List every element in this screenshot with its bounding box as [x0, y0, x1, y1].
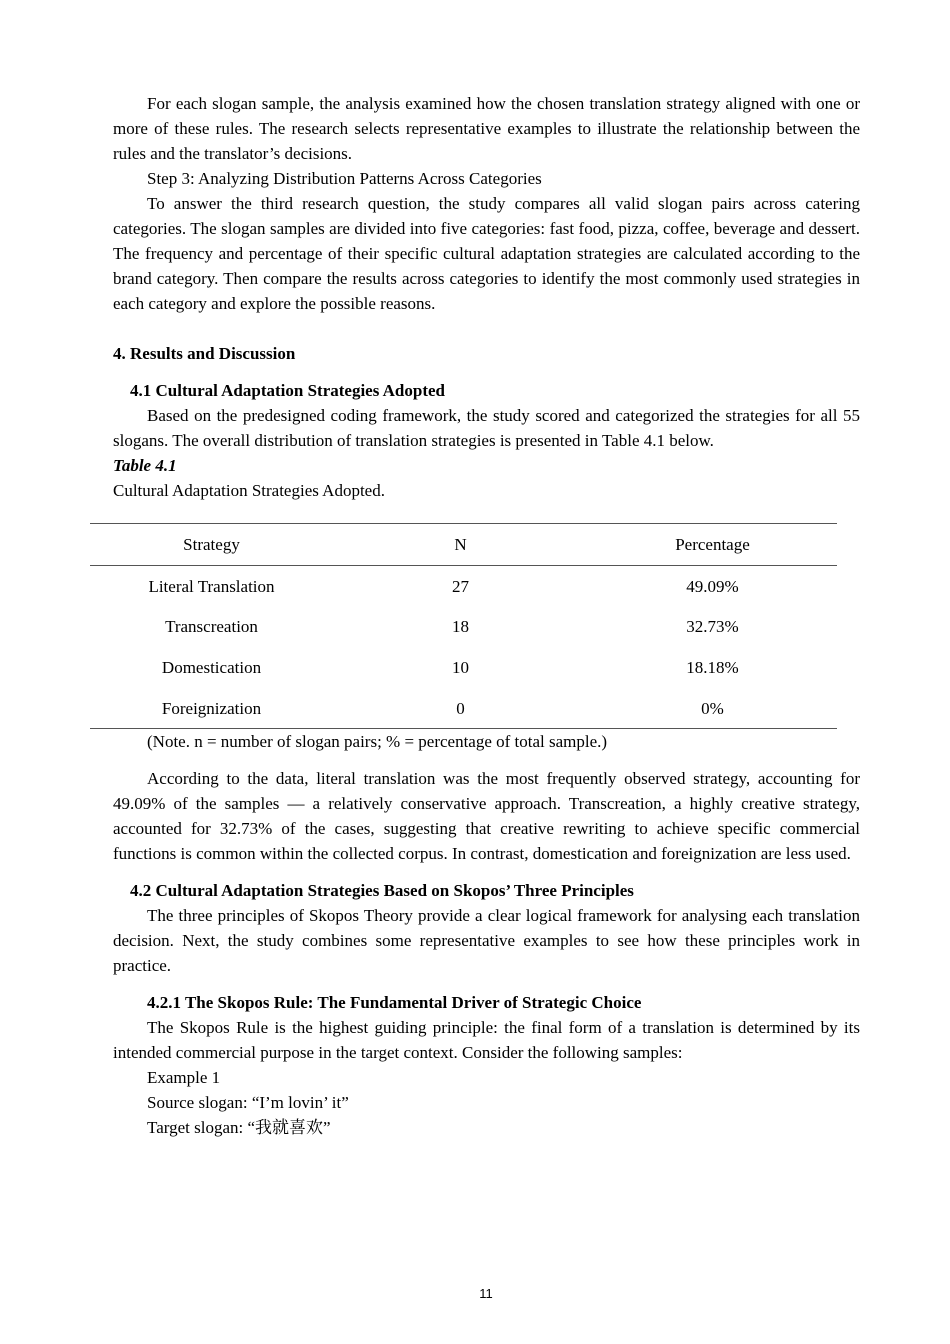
example-label: Example 1: [147, 1068, 221, 1087]
paragraph: Based on the predesigned coding framework, the study scored and categorized the strategies for all 55 slogans. The overall distribution of translation strategies is presented in Table 4.1 below.: [113, 406, 860, 450]
paragraph: To answer the third research question, the study compares all valid slogan pairs across catering categories. The slogan samples are divided into five categories: fast food, pizza, coffee, beverage and dessert. The frequency and percentage of their specific cultural adaptation strategies are calculated according to the brand category. Then compare the results across categories to identify the most commonly used strategies in each category and explore the possible reasons.: [113, 194, 860, 313]
table-header-cell: N: [454, 534, 467, 554]
table-title: Cultural Adaptation Strategies Adopted.: [113, 481, 385, 500]
section-heading: 4. Results and Discussion: [113, 344, 296, 363]
table-header-row: [90, 524, 837, 566]
table-cell: 32.73%: [686, 617, 739, 637]
subsection-heading: 4.1 Cultural Adaptation Strategies Adopted: [130, 381, 445, 400]
table-row: [90, 688, 837, 729]
paragraph: According to the data, literal translation was the most frequently observed strategy, accounting for 49.09% of the samples — a relatively conservative approach. Transcreation, a highly creative strategy, accounted for 32.73% of the cases, suggesting that creative rewriting to achieve specific commercial functions is common within the collected corpus. In contrast, domestication and foreignization are less used.: [113, 769, 860, 863]
source-slogan: Source slogan: “I’m lovin’ it”: [147, 1093, 349, 1112]
table-cell: Foreignization: [161, 698, 262, 718]
table-row: [90, 647, 837, 688]
table-cell: Domestication: [161, 657, 262, 677]
table-cell: 18.18%: [686, 657, 739, 677]
table-cell: 18: [452, 617, 469, 637]
paragraph: The three principles of Skopos Theory provide a clear logical framework for analysing each translation decision. Next, the study combines some representative examples to see how these principles work in practice.: [113, 906, 860, 975]
table-cell: Transcreation: [165, 617, 258, 637]
subsubsection-heading: 4.2.1 The Skopos Rule: The Fundamental Driver of Strategic Choice: [147, 993, 642, 1012]
table-row: [90, 606, 837, 647]
table-cell: 0%: [701, 698, 724, 718]
table-cell: 10: [452, 657, 469, 677]
table-cell: 27: [452, 576, 469, 596]
table-container: [113, 523, 860, 729]
page-body: [113, 91, 860, 1140]
table-cell: 49.09%: [686, 576, 739, 596]
table-cell: Literal Translation: [148, 576, 275, 596]
table-header-cell: Strategy: [183, 534, 240, 554]
paragraph: The Skopos Rule is the highest guiding principle: the final form of a translation is determined by its intended commercial purpose in the target context. Consider the following samples:: [113, 1018, 860, 1062]
table-header-cell: Percentage: [675, 534, 750, 554]
subsection-heading: 4.2 Cultural Adaptation Strategies Based on Skopos’ Three Principles: [130, 881, 634, 900]
table-cell: 0: [456, 698, 465, 718]
step-heading: Step 3: Analyzing Distribution Patterns Across Categories: [147, 169, 542, 188]
strategy-table: [90, 523, 837, 729]
table-row: [90, 565, 837, 606]
table-label: Table 4.1: [113, 456, 177, 475]
paragraph: For each slogan sample, the analysis examined how the chosen translation strategy aligned with one or more of these rules. The research selects representative examples to illustrate the relationship between the rules and the translator’s decisions.: [113, 94, 860, 163]
page-number: 11: [479, 1286, 493, 1301]
table-note: (Note. n = number of slogan pairs; % = percentage of total sample.): [147, 732, 608, 751]
target-slogan: Target slogan: “我就喜欢”: [147, 1118, 331, 1137]
